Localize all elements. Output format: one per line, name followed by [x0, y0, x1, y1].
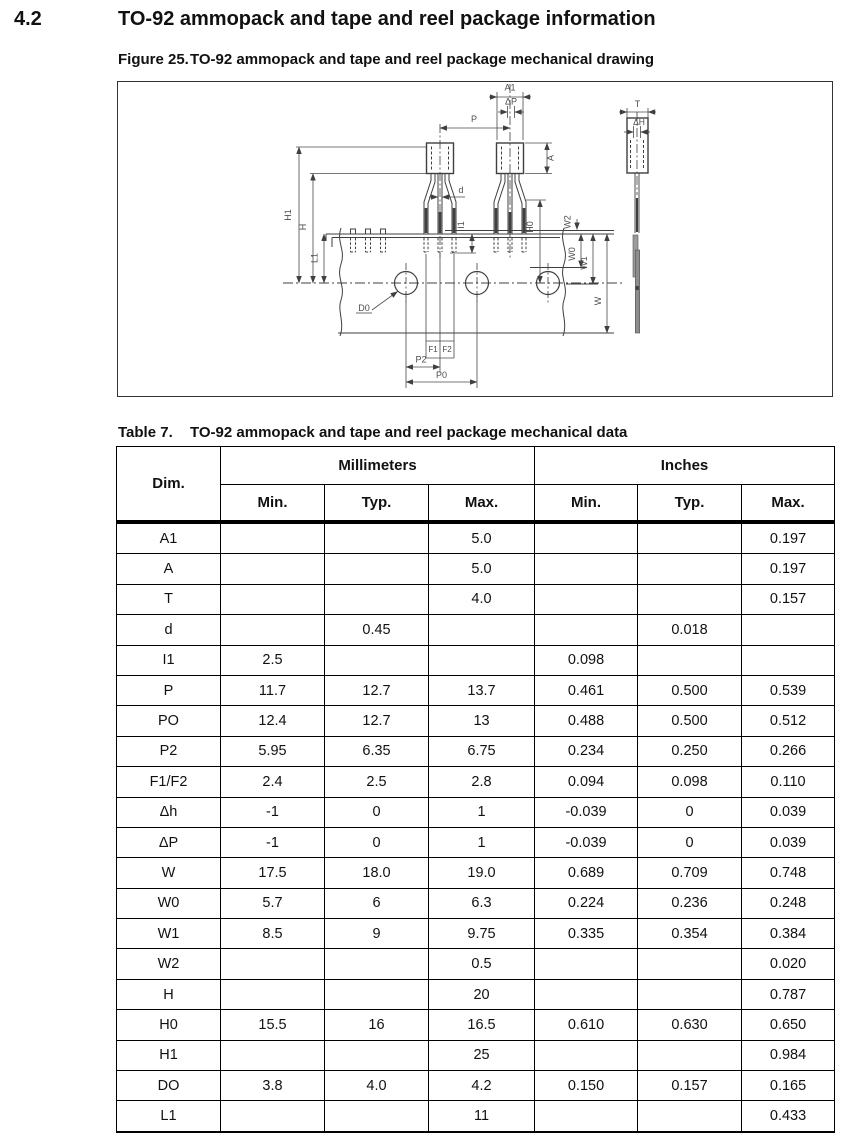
- table-row: [117, 1101, 835, 1132]
- dim-cell: W1: [117, 919, 221, 949]
- table-row: [117, 584, 835, 614]
- value-cell: [325, 522, 429, 554]
- value-cell: 0.787: [742, 979, 835, 1009]
- mechanical-data-table: [116, 446, 835, 1133]
- value-cell: [325, 584, 429, 614]
- value-cell: [221, 979, 325, 1009]
- value-cell: [325, 554, 429, 584]
- dim-cell: H0: [117, 1010, 221, 1040]
- value-cell: 4.0: [429, 584, 535, 614]
- value-cell: 1: [429, 827, 535, 857]
- dim-cell: H: [117, 979, 221, 1009]
- value-cell: 0.098: [638, 767, 742, 797]
- value-cell: [638, 522, 742, 554]
- value-cell: -0.039: [535, 797, 638, 827]
- mechanical-drawing: [118, 82, 831, 395]
- dim-label-w2: W2: [562, 215, 573, 229]
- value-cell: [535, 1040, 638, 1070]
- value-cell: [221, 584, 325, 614]
- dim-cell: W: [117, 858, 221, 888]
- dim-label-a1: A1: [504, 82, 516, 93]
- table-row: [117, 827, 835, 857]
- table-row: [117, 949, 835, 979]
- dim-label-f2: F2: [442, 345, 452, 354]
- figure-label: Figure 25.: [118, 51, 189, 68]
- value-cell: 0.039: [742, 827, 835, 857]
- dim-cell: F1/F2: [117, 767, 221, 797]
- table-row: [117, 736, 835, 766]
- table-row: [117, 979, 835, 1009]
- value-cell: 0.433: [742, 1101, 835, 1132]
- dim-label-f1: F1: [428, 345, 438, 354]
- tape-break-left: [340, 228, 343, 336]
- value-cell: [535, 554, 638, 584]
- value-cell: 12.7: [325, 675, 429, 705]
- value-cell: 3.8: [221, 1071, 325, 1101]
- value-cell: 0.650: [742, 1010, 835, 1040]
- value-cell: [535, 1101, 638, 1132]
- value-cell: [325, 979, 429, 1009]
- header-dim: Dim.: [117, 447, 221, 523]
- dim-cell: P: [117, 675, 221, 705]
- header-in-min: Min.: [535, 485, 638, 523]
- value-cell: 4.0: [325, 1071, 429, 1101]
- table-caption-text: TO-92 ammopack and tape and reel package mechanical data: [190, 424, 628, 441]
- dim-cell: A: [117, 554, 221, 584]
- value-cell: 15.5: [221, 1010, 325, 1040]
- table-row: [117, 767, 835, 797]
- dim-cell: W2: [117, 949, 221, 979]
- value-cell: 2.4: [221, 767, 325, 797]
- dim-label-p2: P2: [415, 354, 427, 365]
- value-cell: 11.7: [221, 675, 325, 705]
- value-cell: [221, 1101, 325, 1132]
- header-in-typ: Typ.: [638, 485, 742, 523]
- value-cell: [221, 522, 325, 554]
- value-cell: 0.45: [325, 615, 429, 645]
- header-mm-max: Max.: [429, 485, 535, 523]
- dim-cell: A1: [117, 522, 221, 554]
- header-row-minmax: [117, 485, 835, 523]
- value-cell: 2.5: [221, 645, 325, 675]
- value-cell: 5.0: [429, 522, 535, 554]
- table-row: [117, 1040, 835, 1070]
- value-cell: 6.3: [429, 888, 535, 918]
- value-cell: 0.748: [742, 858, 835, 888]
- value-cell: [325, 949, 429, 979]
- table-caption: [118, 424, 627, 441]
- value-cell: 2.5: [325, 767, 429, 797]
- cut-lead-stubs: [351, 229, 386, 252]
- dim-cell: L1: [117, 1101, 221, 1132]
- value-cell: 1: [429, 797, 535, 827]
- value-cell: 5.95: [221, 736, 325, 766]
- table-row: [117, 1010, 835, 1040]
- table-row: [117, 615, 835, 645]
- value-cell: 0.150: [535, 1071, 638, 1101]
- table-row: [117, 675, 835, 705]
- figure-frame: [117, 81, 833, 397]
- table-row: [117, 858, 835, 888]
- section-title: TO-92 ammopack and tape and reel package information: [118, 8, 656, 30]
- value-cell: 6.75: [429, 736, 535, 766]
- dim-label-delta-h: ΔH: [633, 117, 645, 127]
- value-cell: [638, 1101, 742, 1132]
- dim-cell: d: [117, 615, 221, 645]
- value-cell: 0.500: [638, 706, 742, 736]
- value-cell: [535, 584, 638, 614]
- value-cell: 0: [325, 797, 429, 827]
- value-cell: 0.5: [429, 949, 535, 979]
- value-cell: 0.384: [742, 919, 835, 949]
- dim-cell: T: [117, 584, 221, 614]
- table-row: [117, 797, 835, 827]
- figure-caption-text: TO-92 ammopack and tape and reel package mechanical drawing: [190, 51, 655, 68]
- value-cell: [638, 1040, 742, 1070]
- table-row: [117, 919, 835, 949]
- value-cell: 8.5: [221, 919, 325, 949]
- value-cell: 0.266: [742, 736, 835, 766]
- value-cell: [638, 584, 742, 614]
- value-cell: 0.250: [638, 736, 742, 766]
- table-label: Table 7.: [118, 424, 173, 441]
- dim-label-w1: W1: [579, 256, 589, 270]
- dim-label-h1: H1: [283, 209, 293, 221]
- dim-label-t: T: [634, 99, 641, 109]
- value-cell: 0: [638, 797, 742, 827]
- dim-label-p: P: [470, 114, 478, 124]
- table-row: [117, 1071, 835, 1101]
- dim-cell: DO: [117, 1071, 221, 1101]
- value-cell: 4.2: [429, 1071, 535, 1101]
- value-cell: [325, 645, 429, 675]
- value-cell: [535, 615, 638, 645]
- value-cell: 0.110: [742, 767, 835, 797]
- value-cell: 19.0: [429, 858, 535, 888]
- value-cell: [325, 1040, 429, 1070]
- value-cell: 18.0: [325, 858, 429, 888]
- dim-label-h: H: [298, 223, 308, 231]
- header-millimeters: Millimeters: [221, 447, 535, 485]
- value-cell: [638, 554, 742, 584]
- value-cell: 16: [325, 1010, 429, 1040]
- value-cell: 0.709: [638, 858, 742, 888]
- value-cell: 20: [429, 979, 535, 1009]
- value-cell: 6.35: [325, 736, 429, 766]
- value-cell: [325, 1101, 429, 1132]
- value-cell: [221, 554, 325, 584]
- value-cell: 0.630: [638, 1010, 742, 1040]
- section-number: 4.2: [14, 8, 42, 30]
- dim-label-h0: H0: [525, 221, 535, 233]
- value-cell: -0.039: [535, 827, 638, 857]
- tape-break-right: [563, 228, 566, 336]
- value-cell: 0.539: [742, 675, 835, 705]
- value-cell: 13.7: [429, 675, 535, 705]
- dim-cell: W0: [117, 888, 221, 918]
- value-cell: [638, 979, 742, 1009]
- value-cell: 5.0: [429, 554, 535, 584]
- value-cell: [638, 645, 742, 675]
- value-cell: 13: [429, 706, 535, 736]
- value-cell: [535, 522, 638, 554]
- value-cell: [429, 615, 535, 645]
- value-cell: 0.197: [742, 522, 835, 554]
- dim-cell: I1: [117, 645, 221, 675]
- value-cell: 16.5: [429, 1010, 535, 1040]
- value-cell: 0.098: [535, 645, 638, 675]
- value-cell: [535, 949, 638, 979]
- value-cell: 11: [429, 1101, 535, 1132]
- table-body: [117, 522, 835, 1132]
- dim-label-w0: W0: [567, 247, 577, 261]
- dimension-labels: [283, 83, 645, 381]
- value-cell: 0.236: [638, 888, 742, 918]
- dim-label-d0: D0: [358, 303, 370, 313]
- value-cell: [638, 949, 742, 979]
- value-cell: 5.7: [221, 888, 325, 918]
- value-cell: 0.224: [535, 888, 638, 918]
- value-cell: 0.984: [742, 1040, 835, 1070]
- value-cell: 6: [325, 888, 429, 918]
- value-cell: 9.75: [429, 919, 535, 949]
- dim-cell: ΔP: [117, 827, 221, 857]
- dim-cell: P2: [117, 736, 221, 766]
- value-cell: 0.689: [535, 858, 638, 888]
- value-cell: [429, 645, 535, 675]
- value-cell: -1: [221, 827, 325, 857]
- value-cell: 9: [325, 919, 429, 949]
- value-cell: 0.018: [638, 615, 742, 645]
- value-cell: 0: [325, 827, 429, 857]
- value-cell: -1: [221, 797, 325, 827]
- dim-label-d: d: [458, 185, 464, 195]
- value-cell: 25: [429, 1040, 535, 1070]
- value-cell: [221, 615, 325, 645]
- to92-package-front-2: [494, 84, 526, 258]
- value-cell: 17.5: [221, 858, 325, 888]
- header-row-groups: [117, 447, 835, 485]
- value-cell: [742, 615, 835, 645]
- value-cell: 0.461: [535, 675, 638, 705]
- value-cell: 0.039: [742, 797, 835, 827]
- dim-label-delta-p: ΔP: [504, 96, 518, 107]
- dim-cell: PO: [117, 706, 221, 736]
- table-row: [117, 645, 835, 675]
- dim-cell: Δh: [117, 797, 221, 827]
- to92-package-side: [627, 112, 648, 333]
- value-cell: [221, 1040, 325, 1070]
- value-cell: 0.512: [742, 706, 835, 736]
- dim-label-w: W: [593, 296, 603, 306]
- value-cell: [742, 645, 835, 675]
- header-inches: Inches: [535, 447, 835, 485]
- header-mm-min: Min.: [221, 485, 325, 523]
- value-cell: 12.7: [325, 706, 429, 736]
- value-cell: [535, 979, 638, 1009]
- figure-caption: [118, 51, 654, 68]
- value-cell: 0: [638, 827, 742, 857]
- value-cell: 0.500: [638, 675, 742, 705]
- value-cell: 0.234: [535, 736, 638, 766]
- value-cell: 0.165: [742, 1071, 835, 1101]
- dim-label-l1: L1: [309, 252, 320, 264]
- dim-label-a: A: [545, 154, 556, 162]
- value-cell: 0.488: [535, 706, 638, 736]
- table-row: [117, 554, 835, 584]
- dim-label-p0: P0: [435, 370, 448, 380]
- value-cell: 0.157: [742, 584, 835, 614]
- value-cell: 2.8: [429, 767, 535, 797]
- value-cell: 0.157: [638, 1071, 742, 1101]
- value-cell: 12.4: [221, 706, 325, 736]
- value-cell: [221, 949, 325, 979]
- header-mm-typ: Typ.: [325, 485, 429, 523]
- table-header: [117, 447, 835, 523]
- value-cell: 0.610: [535, 1010, 638, 1040]
- table-row: [117, 888, 835, 918]
- dim-cell: H1: [117, 1040, 221, 1070]
- value-cell: 0.094: [535, 767, 638, 797]
- value-cell: 0.020: [742, 949, 835, 979]
- table-row: [117, 706, 835, 736]
- value-cell: 0.335: [535, 919, 638, 949]
- tape-side-section-lower: [635, 250, 639, 333]
- value-cell: 0.248: [742, 888, 835, 918]
- value-cell: 0.354: [638, 919, 742, 949]
- header-in-max: Max.: [742, 485, 835, 523]
- table-row: [117, 522, 835, 554]
- value-cell: 0.197: [742, 554, 835, 584]
- dim-label-i1: I1: [456, 221, 466, 229]
